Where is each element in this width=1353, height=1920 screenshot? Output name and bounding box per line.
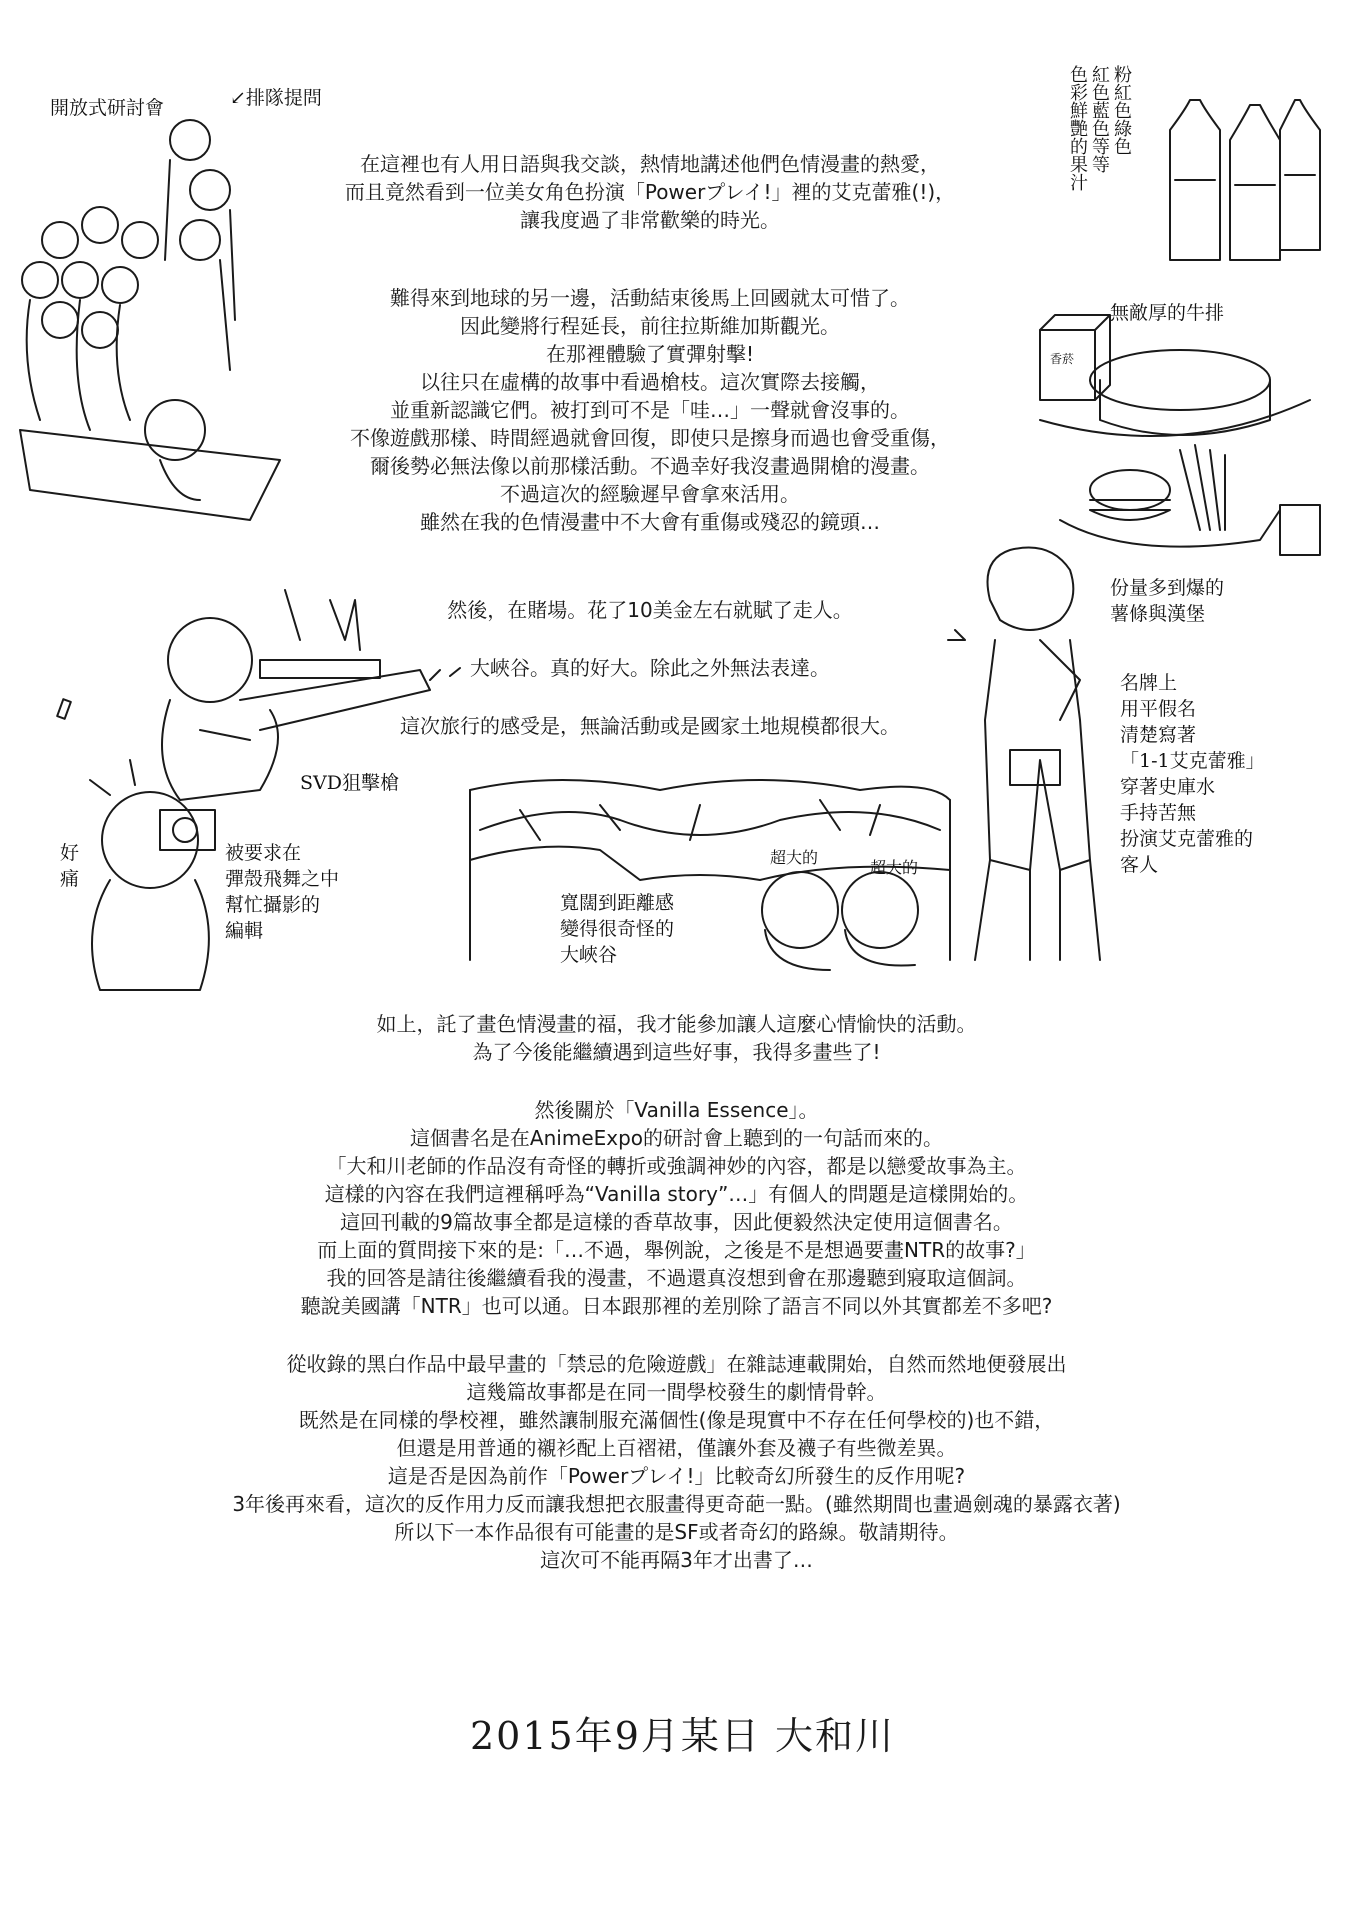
text-line: 大峽谷。真的好大。除此之外無法表達。 [470, 656, 830, 680]
text-line: 如上，託了畫色情漫畫的福，我才能參加讓人這麼心情愉快的活動。 [376, 1012, 977, 1036]
text-line: 我的回答是請往後繼續看我的漫畫，不過還真沒想到會在那邊聽到寢取這個詞。 [326, 1266, 1027, 1290]
editor-drawing [90, 760, 215, 990]
text-line: 而且竟然看到一位美女角色扮演「Powerプレイ!」裡的艾克蕾雅(!)， [344, 180, 956, 204]
text-line: 這樣的內容在我們這裡稱呼為“Vanilla story”…」有個人的問題是這樣開始的。 [324, 1182, 1029, 1206]
text-line: 不過這次的經驗遲早會拿來活用。 [500, 482, 800, 506]
text-line: 3年後再來看，這次的反作用力反而讓我想把衣服畫得更奇葩一點。(雖然期間也畫過劍魂的暴露衣著) [232, 1492, 1121, 1516]
annotation-line: 薯條與漢堡 [1110, 603, 1206, 625]
two-spectators-drawing [762, 872, 918, 970]
text-line: 這是否是因為前作「Powerプレイ!」比較奇幻所發生的反作用呢? [387, 1464, 966, 1488]
text-line: 這個書名是在AnimeExpo的研討會上聽到的一句話而來的。 [409, 1126, 944, 1150]
text-line: 以往只在虛構的故事中看過槍枝。這次實際去接觸， [420, 370, 880, 394]
signature: 2015年9月某日 大和川 [470, 1714, 895, 1758]
text-line: 在這裡也有人用日語與我交談，熱情地講述他們色情漫畫的熱愛， [360, 152, 940, 176]
afterword-paragraphs [100, 1010, 1253, 1574]
rifle-label: SVD狙擊槍 [300, 772, 399, 794]
annotation-line: 穿著史庫水 [1120, 776, 1216, 798]
queue-label [230, 85, 322, 111]
juice-bottles-drawing [1170, 100, 1320, 260]
annotation-line: 名牌上 [1120, 672, 1178, 694]
cigarette-box-label: 香菸 [1050, 352, 1075, 366]
burger-fries-drawing [1060, 445, 1320, 555]
text-line: 讓我度過了非常歡樂的時光。 [520, 208, 780, 232]
spectator-speech-2: 超大的 [870, 858, 919, 877]
cosplayer-label [1120, 670, 1265, 878]
text-line: 聽說美國講「NTR」也可以通。日本跟那裡的差別除了語言不同以外其實都差不多吧? [300, 1294, 1053, 1318]
ouch-label: 好痛 [60, 842, 80, 890]
intro-paragraph [250, 150, 1050, 234]
annotation-line: 紅色藍色等等 [1089, 65, 1110, 173]
text-line: 這幾篇故事都是在同一間學校發生的劇情骨幹。 [466, 1380, 887, 1404]
seminar-label: 開放式研討會 [50, 97, 165, 119]
annotation-line: 編輯 [225, 920, 264, 942]
annotation-line: 幫忙攝影的 [225, 894, 321, 916]
text-line: 「大和川老師的作品沒有奇怪的轉折或強調神妙的內容，都是以戀愛故事為主。 [326, 1154, 1027, 1178]
annotation-line: 大峽谷 [560, 944, 618, 966]
annotation-line: 客人 [1120, 854, 1159, 876]
text-line: 因此變將行程延長，前往拉斯維加斯觀光。 [460, 314, 840, 338]
casino-canyon-paragraph [360, 596, 940, 740]
steak-drawing [1040, 315, 1310, 436]
text-line: 然後，在賭場。花了10美金左右就賦了走人。 [447, 598, 853, 622]
annotation-line: 扮演艾克蕾雅的 [1120, 828, 1254, 850]
annotation-line: 彈殼飛舞之中 [225, 868, 340, 890]
queue-label-text: 排隊提問 [245, 87, 322, 109]
text-line: 爾後勢必無法像以前那樣活動。不過幸好我沒畫過開槍的漫畫。 [370, 454, 930, 478]
editor-label [225, 840, 339, 944]
canyon-label [560, 890, 674, 968]
las-vegas-paragraph [250, 284, 1050, 536]
text-line: 然後關於「Vanilla Essence」。 [534, 1098, 819, 1122]
annotation-line: 被要求在 [225, 842, 302, 864]
text-line: 難得來到地球的另一邊，活動結束後馬上回國就太可惜了。 [390, 286, 910, 310]
text-line: 既然是在同樣的學校裡，雖然讓制服充滿個性(像是現實中不存在任何學校的)也不錯， [298, 1408, 1055, 1432]
steak-label: 無敵厚的牛排 [1110, 302, 1225, 324]
text-line: 為了今後能繼續遇到這些好事，我得多畫些了! [472, 1040, 881, 1064]
text-line: 從收錄的黑白作品中最早畫的「禁忌的危險遊戲」在雜誌連載開始，自然而然地便發展出 [286, 1352, 1067, 1376]
annotation-line: 份量多到爆的 [1110, 577, 1225, 599]
arrow-down-icon: ↙ [230, 87, 246, 109]
text-line: 這次旅行的感受是，無論活動或是國家土地規模都很大。 [400, 714, 900, 738]
text-line: 這次可不能再隔3年才出書了… [540, 1548, 813, 1572]
text-line: 不像遊戲那樣、時間經過就會回復，即使只是擦身而過也會受重傷， [350, 426, 950, 450]
text-line: 所以下一本作品很有可能畫的是SF或者奇幻的路線。敬請期待。 [394, 1520, 959, 1544]
text-line: 但還是用普通的襯衫配上百褶裙，僅讓外套及襪子有些微差異。 [396, 1436, 957, 1460]
annotation-line: 手持苦無 [1120, 802, 1197, 824]
text-line: 而上面的質問接下來的是:「…不過，舉例說，之後是不是想過要畫NTR的故事?」 [317, 1238, 1036, 1262]
annotation-line: 色彩鮮艷的果汁 [1067, 65, 1088, 191]
text-line: 雖然在我的色情漫畫中不大會有重傷或殘忍的鏡頭… [420, 510, 880, 534]
spectator-speech-1: 超大的 [770, 848, 819, 867]
annotation-line: 變得很奇怪的 [560, 918, 675, 940]
annotation-line: 用平假名 [1120, 698, 1197, 720]
annotation-line: 粉紅色綠色 [1111, 65, 1132, 155]
annotation-line: 寬闊到距離感 [560, 892, 675, 914]
text-line: 這回刊載的9篇故事全都是這樣的香草故事，因此便毅然決定使用這個書名。 [340, 1210, 1013, 1234]
text-line: 並重新認識它們。被打到可不是「哇…」一聲就會沒事的。 [390, 398, 910, 422]
cosplayer-drawing [948, 548, 1100, 961]
burger-label [1110, 575, 1224, 627]
seminar-crowd-drawing [20, 120, 280, 520]
annotation-line: 「1-1艾克蕾雅」 [1120, 750, 1265, 772]
annotation-line: 清楚寫著 [1120, 724, 1197, 746]
text-line: 在那裡體驗了實彈射擊! [545, 342, 755, 366]
juice-label [1065, 65, 1131, 285]
